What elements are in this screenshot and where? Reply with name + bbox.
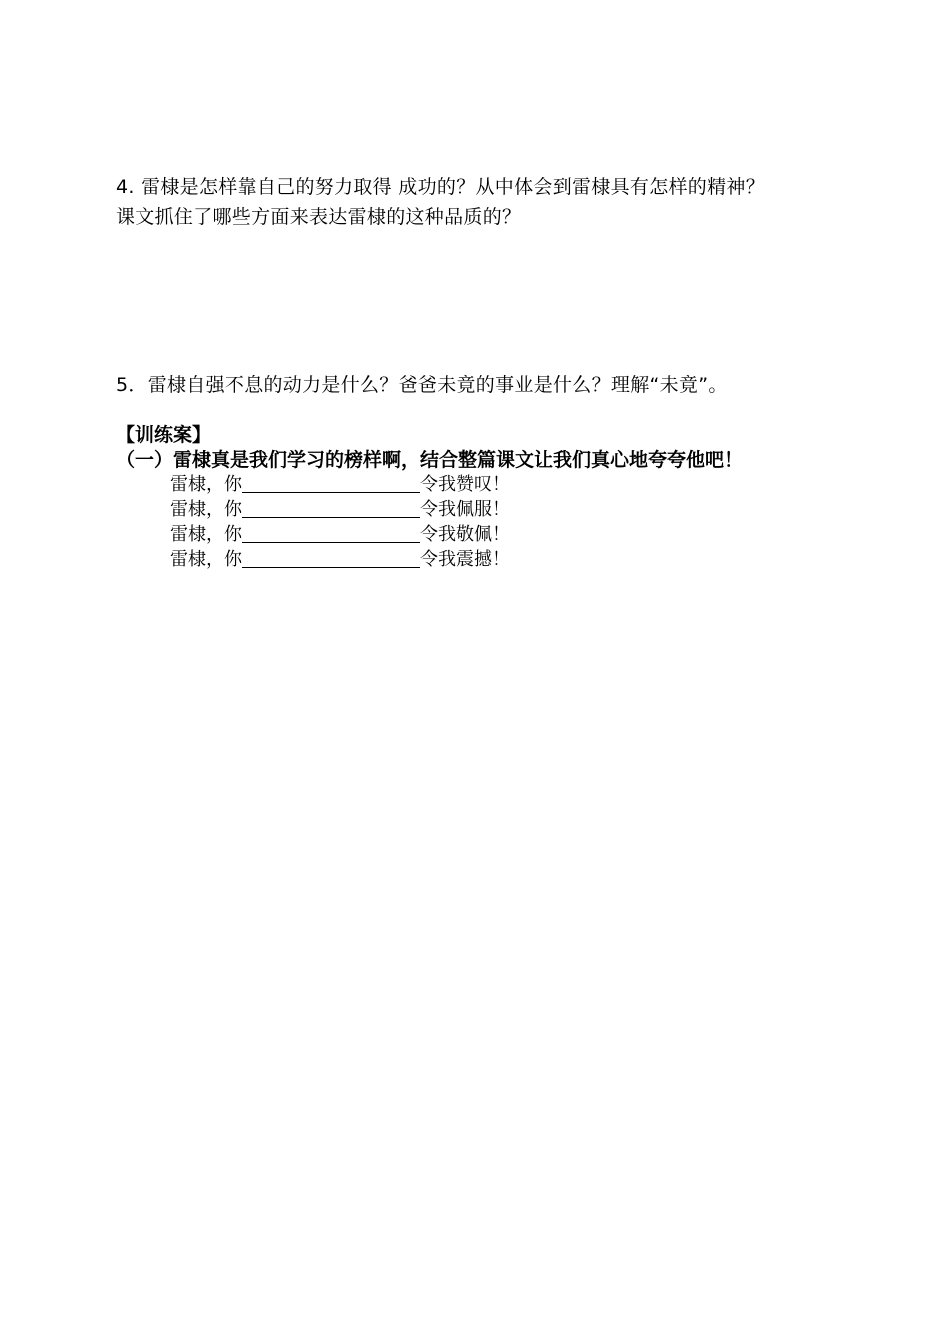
training-section-title: 【训练案】: [116, 424, 212, 446]
fill-in-prefix: 雷棣，你: [170, 499, 242, 520]
answer-blank[interactable]: [242, 474, 420, 493]
fill-in-item: [170, 547, 510, 572]
answer-blank[interactable]: [242, 549, 420, 568]
question-4-line-1: 4. 雷棣是怎样靠自己的努力取得 成功的？从中体会到雷棣具有怎样的精神？: [116, 176, 766, 198]
training-subtitle: （一）雷棣真是我们学习的榜样啊，结合整篇课文让我们真心地夸夸他吧！: [116, 449, 744, 471]
fill-in-suffix: 令我震撼！: [420, 549, 510, 570]
fill-in-item: [170, 497, 510, 522]
fill-in-item: [170, 472, 510, 497]
fill-in-suffix: 令我敬佩！: [420, 524, 510, 545]
fill-in-prefix: 雷棣，你: [170, 549, 242, 570]
fill-in-prefix: 雷棣，你: [170, 474, 242, 495]
fill-in-item: [170, 522, 510, 547]
question-4-line-2: 课文抓住了哪些方面来表达雷棣的这种品质的？: [116, 206, 522, 228]
answer-blank[interactable]: [242, 524, 420, 543]
fill-in-suffix: 令我赞叹！: [420, 474, 510, 495]
fill-in-suffix: 令我佩服！: [420, 499, 510, 520]
question-5: 5．雷棣自强不息的动力是什么？爸爸未竟的事业是什么？理解“未竟”。: [116, 374, 728, 396]
question-4: [116, 172, 876, 232]
answer-blank[interactable]: [242, 499, 420, 518]
fill-in-prefix: 雷棣，你: [170, 524, 242, 545]
fill-in-list: [170, 472, 510, 572]
